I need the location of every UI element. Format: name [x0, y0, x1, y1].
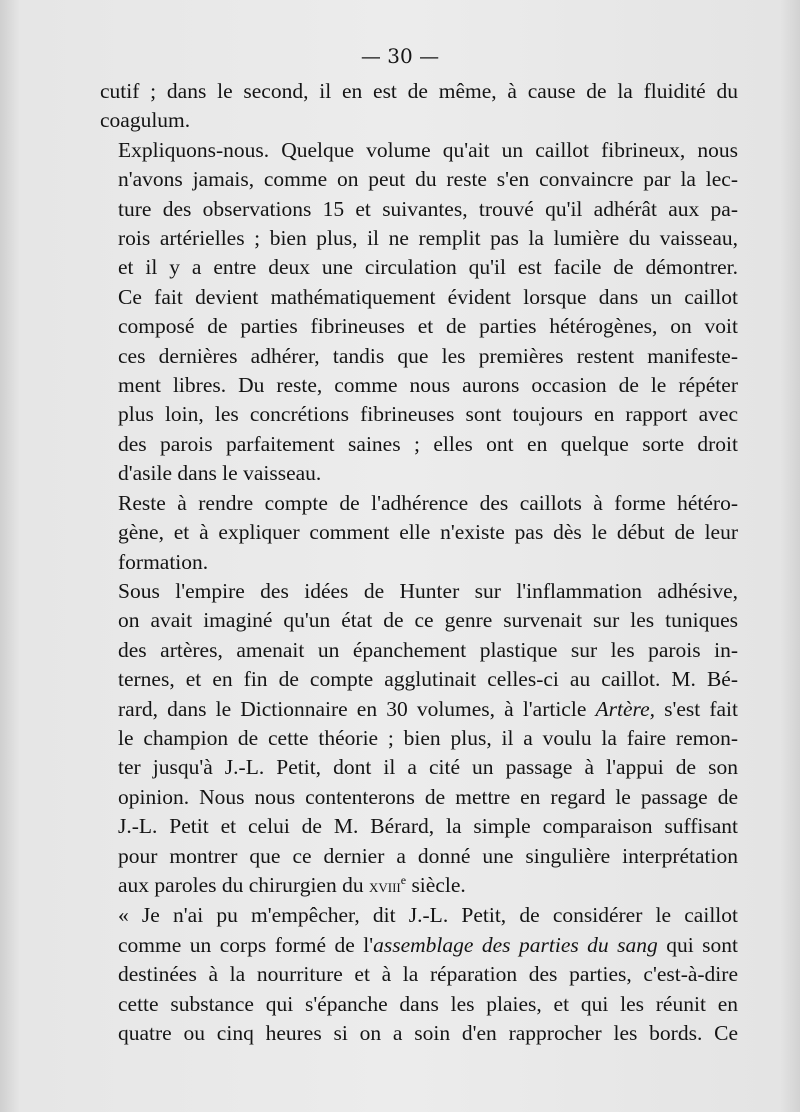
text-line: gène, et à expliquer comment elle n'existe pas dès le début de leur [118, 520, 738, 545]
century-superscript: e [400, 872, 407, 887]
text-line: composé de parties fibrineuses et de parties hétérogènes, on voit [118, 314, 738, 339]
text-line: on avait imaginé qu'un état de ce genre survenait sur les tuniques [118, 608, 738, 633]
page-number: — 30 — [360, 44, 440, 68]
text-line: cette substance qui s'épanche dans les plaies, et qui les réunit en [118, 991, 738, 1016]
text-line: Ce fait devient mathématiquement évident lorsque dans un caillot [118, 284, 738, 309]
text-line: formation. [118, 549, 209, 574]
text-line: opinion. Nous nous contenterons de mettre en regard le passage de [118, 784, 738, 809]
text-line: « Je n'ai pu m'empêcher, dit J.-L. Petit, de considérer le caillot [118, 903, 738, 928]
paragraph-3 [100, 489, 738, 577]
text-line: Reste à rendre compte de l'adhérence des caillots à forme hétéro- [118, 490, 738, 515]
text-run: rard, dans le Dictionnaire en 30 volumes, à l'article [118, 696, 596, 721]
text-line: J.-L. Petit et celui de M. Bérard, la simple comparaison suffisant [118, 814, 738, 839]
text-line: Sous l'empire des idées de Hunter sur l'inflammation adhésive, [118, 578, 738, 603]
text-line: ces dernières adhérer, tandis que les premières restent manifeste- [118, 343, 738, 368]
text-line [100, 695, 738, 724]
text-line: quatre ou cinq heures si on a soin d'en rapprocher les bords. Ce [118, 1021, 738, 1045]
text-line: des parois parfaitement saines ; elles ont en quelque sorte droit [118, 431, 738, 456]
paragraph-1 [100, 77, 738, 136]
text-line: d'asile dans le vaisseau. [118, 461, 322, 486]
text-line [100, 871, 738, 901]
century-numeral: xviii [368, 875, 401, 896]
text-line: des artères, amenait un épanchement plastique sur les parois in- [118, 637, 738, 662]
text-line: rois artérielles ; bien plus, il ne remplit pas la lumière du vaisseau, [118, 226, 738, 251]
text-line: et il y a entre deux une circulation qu'il est facile de démontrer. [118, 255, 738, 280]
italic-term: Artère, [595, 696, 655, 721]
body-text [100, 77, 738, 1048]
text-run: comme un corps formé de l' [118, 932, 374, 957]
text-run: qui sont [657, 932, 738, 957]
text-line [100, 931, 738, 960]
text-line: n'avons jamais, comme on peut du reste s'en convaincre par la lec- [118, 167, 738, 192]
text-line: plus loin, les concrétions fibrineuses sont toujours en rapport avec [118, 402, 738, 427]
italic-phrase: assemblage des parties du sang [373, 932, 658, 957]
paragraph-2 [100, 136, 738, 489]
text-run: siècle. [406, 872, 466, 897]
text-line: le champion de cette théorie ; bien plus, il a voulu la faire remon- [118, 725, 738, 750]
text-line: ment libres. Du reste, comme nous aurons occasion de le répéter [118, 373, 738, 398]
text-run: s'est fait [655, 696, 738, 721]
text-line: ture des observations 15 et suivantes, trouvé qu'il adhérât aux pa- [118, 196, 738, 221]
paragraph-5-quotation [100, 901, 738, 1048]
text-line: Expliquons-nous. Quelque volume qu'ait un caillot fibrineux, nous [118, 137, 738, 162]
text-line: pour montrer que ce dernier a donné une singulière interprétation [118, 843, 738, 868]
text-line: destinées à la nourriture et à la réparation des parties, c'est-à-dire [118, 962, 738, 987]
text-run: aux paroles du chirurgien du [118, 872, 369, 897]
text-line: ternes, et en fin de compte agglutinait celles-ci au caillot. M. Bé- [118, 667, 738, 692]
paragraph-4 [100, 577, 738, 901]
text-line: ter jusqu'à J.-L. Petit, dont il a cité un passage à l'appui de son [118, 755, 738, 780]
text-line: coagulum. [100, 108, 191, 133]
text-line: cutif ; dans le second, il en est de même, à cause de la fluidité du [100, 79, 738, 103]
